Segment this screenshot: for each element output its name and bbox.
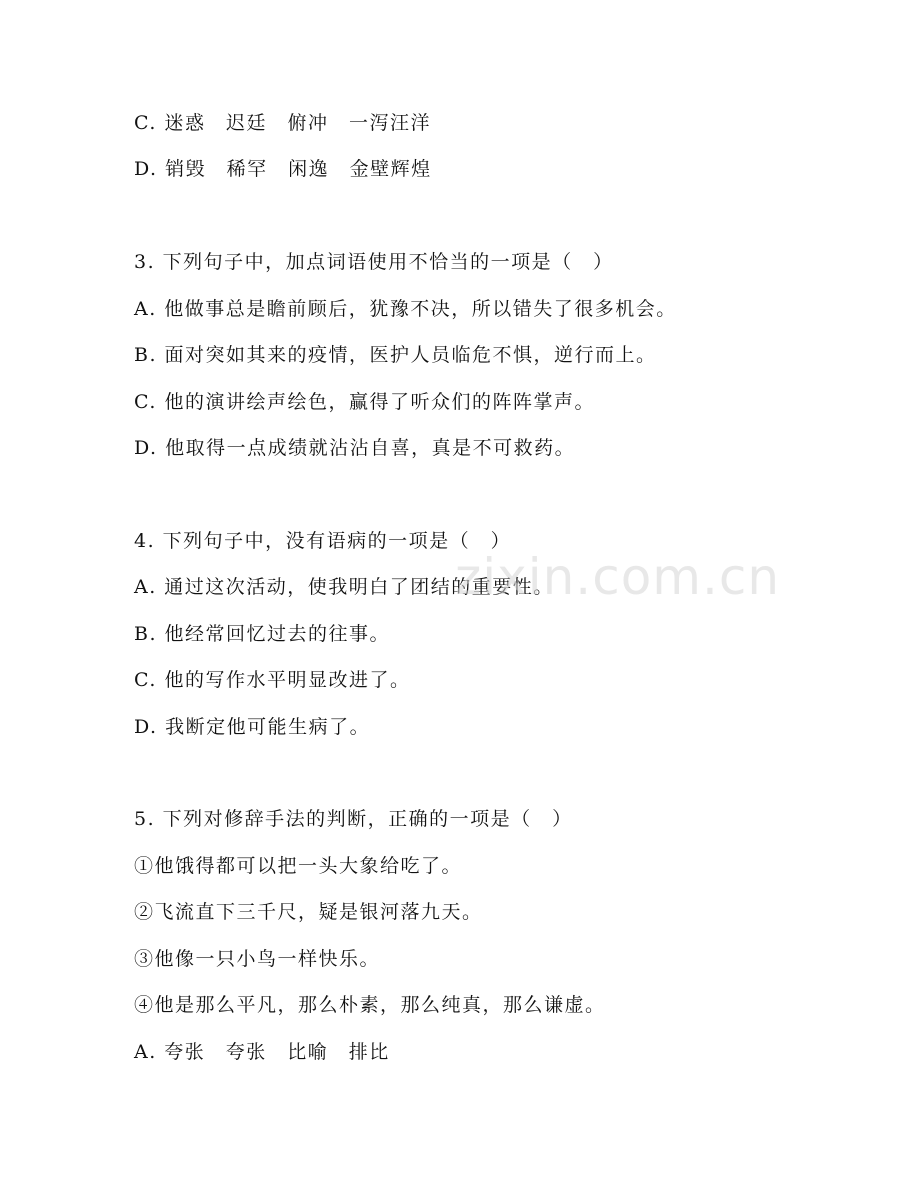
q5-sentence-4: ④他是那么平凡，那么朴素，那么纯真，那么谦虚。: [134, 994, 606, 1016]
q5-option-a: A. 夸张 夸张 比喻 排比: [134, 1041, 390, 1063]
q5-sentence-2: ②飞流直下三千尺，疑是银河落九天。: [134, 901, 483, 923]
q3-option-d: D. 他取得一点成绩就沾沾自喜，真是不可救药。: [134, 437, 576, 459]
q2-option-c: C. 迷惑 迟廷 俯冲 一泻汪洋: [134, 112, 431, 134]
q3-stem: 3. 下列句子中，加点词语使用不恰当的一项是（ ）: [134, 251, 614, 273]
q3-option-c: C. 他的演讲绘声绘色，赢得了听众们的阵阵掌声。: [134, 391, 595, 413]
q5-stem: 5. 下列对修辞手法的判断，正确的一项是（ ）: [134, 808, 573, 830]
q3-option-b: B. 面对突如其来的疫情，医护人员临危不惧，逆行而上。: [134, 344, 657, 366]
watermark: zixin.com.cn: [455, 548, 781, 606]
q4-option-d: D. 我断定他可能生病了。: [134, 716, 371, 738]
q5-sentence-3: ③他像一只小鸟一样快乐。: [134, 948, 381, 970]
q4-option-c: C. 他的写作水平明显改进了。: [134, 669, 411, 691]
q3-option-a: A. 他做事总是瞻前顾后，犹豫不决，所以错失了很多机会。: [134, 298, 677, 320]
q4-option-b: B. 他经常回忆过去的往事。: [134, 623, 391, 645]
q4-option-a: A. 通过这次活动，使我明白了团结的重要性。: [134, 576, 554, 598]
q4-stem: 4. 下列句子中，没有语病的一项是（ ）: [134, 530, 512, 552]
q5-sentence-1: ①他饿得都可以把一头大象给吃了。: [134, 855, 463, 877]
q2-option-d: D. 销毁 稀罕 闲逸 金壁辉煌: [134, 158, 432, 180]
